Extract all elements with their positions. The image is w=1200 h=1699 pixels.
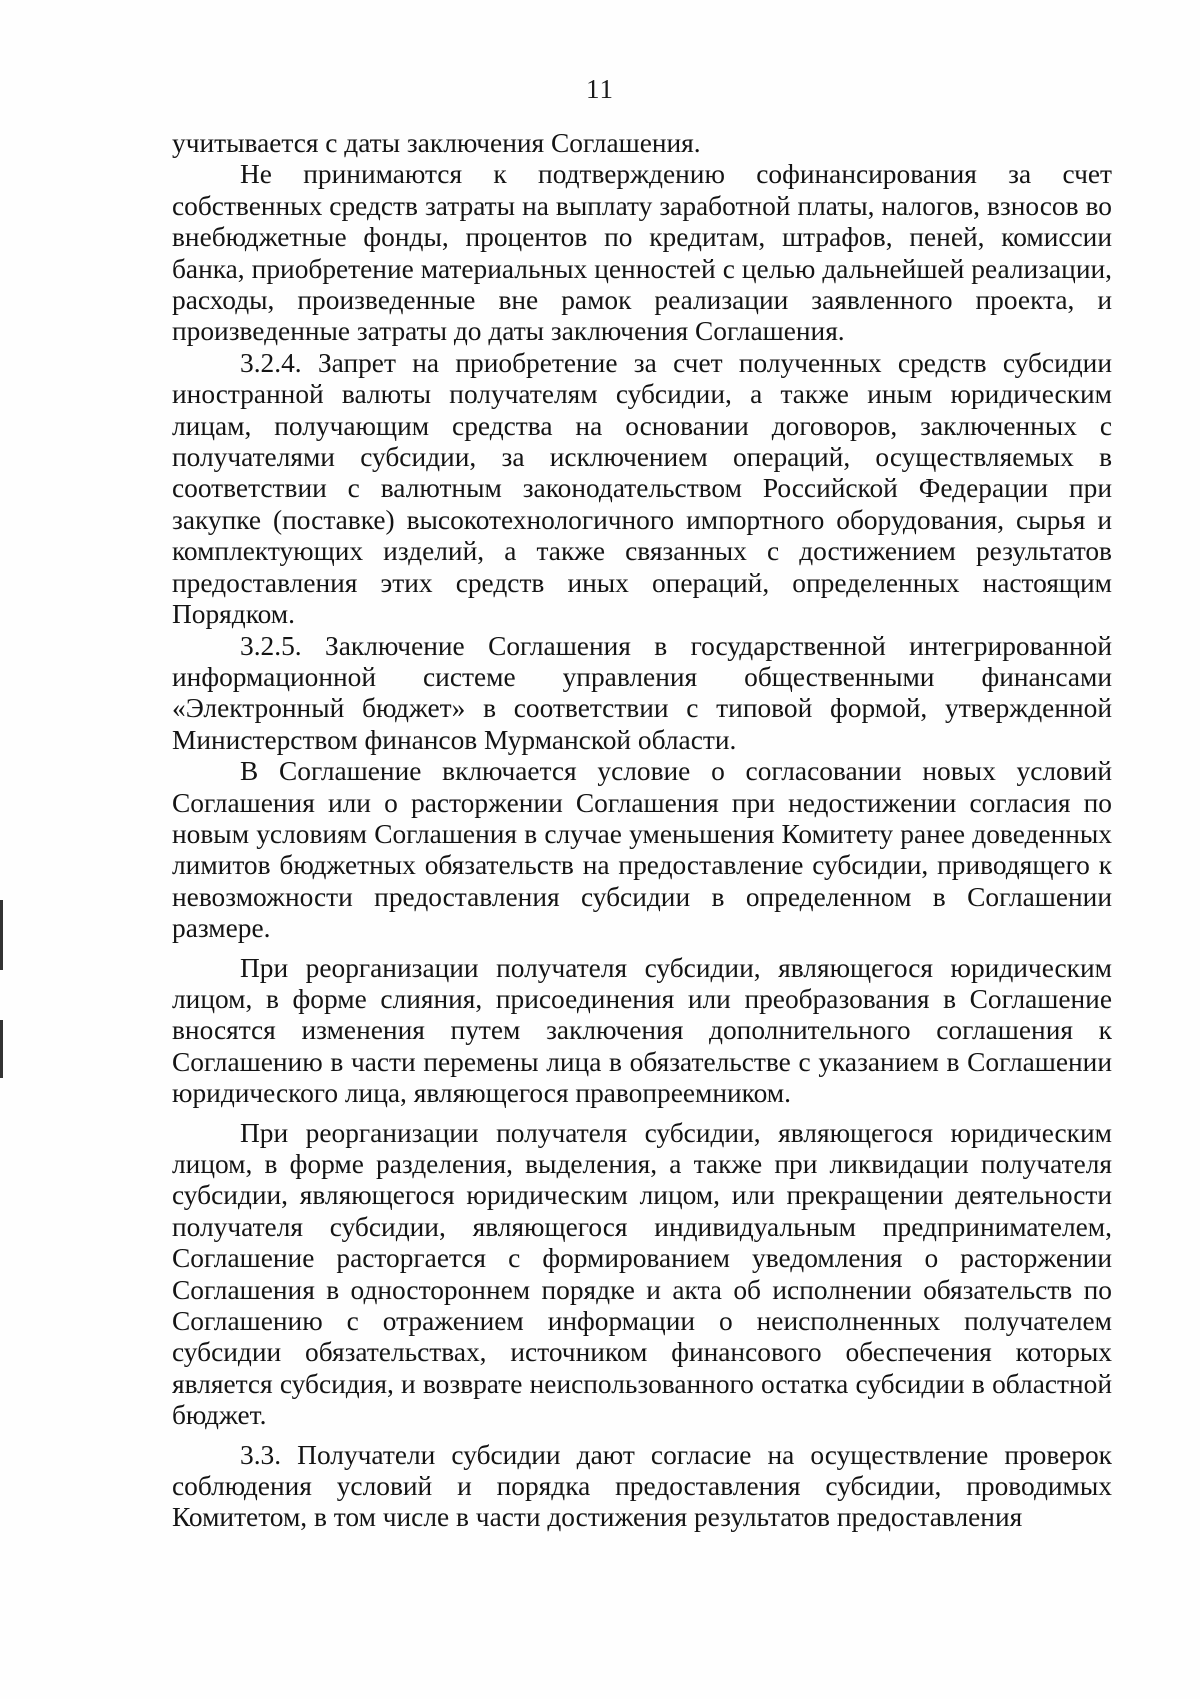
paragraph-3-2-5: 3.2.5. Заключение Соглашения в государственной интегрированной информационной системе управления общественными финансами «Электронный бюджет» в соответствии с типовой формой, утвержденной Министерством финансов Мурманской области. — [172, 630, 1112, 755]
paragraph-3-3: 3.3. Получатели субсидии дают согласие на осуществление проверок соблюдения условий и порядка предоставления субсидии, проводимых Комитетом, в том числе в части достижения результатов предоставления — [172, 1439, 1112, 1533]
binding-mark — [0, 1020, 3, 1078]
paragraph-reorganization-division: При реорганизации получателя субсидии, являющегося юридическим лицом, в форме разделения, выделения, а также при ликвидации получателя субсидии, являющегося юридическим лицом, или прекращении деятельности получателя субсидии, являющегося индивидуальным предпринимателем, Соглашение расторгается с формированием уведомления о расторжении Соглашения в одностороннем порядке и акта об исполнении обязательств по Соглашению с отражением информации о неисполненных получателем субсидии обязательствах, источником финансового обеспечения которых является субсидия, и возврате неиспользованного остатка субсидии в областной бюджет. — [172, 1117, 1112, 1431]
binding-mark — [0, 900, 3, 970]
paragraph-cofinancing-exclusions: Не принимаются к подтверждению софинансирования за счет собственных средств затраты на выплату заработной платы, налогов, взносов во внебюджетные фонды, процентов по кредитам, штрафов, пеней, комиссии банка, приобретение материальных ценностей с целью дальнейшей реализации, расходы, произведенные вне рамок реализации заявленного проекта, и произведенные затраты до даты заключения Соглашения. — [172, 159, 1112, 347]
document-body — [172, 128, 1112, 1534]
paragraph-reorganization-merger: При реорганизации получателя субсидии, являющегося юридическим лицом, в форме слияния, присоединения или преобразования в Соглашение вносятся изменения путем заключения дополнительного соглашения к Соглашению в части перемены лица в обязательстве с указанием в Соглашении юридического лица, являющегося правопреемником. — [172, 952, 1112, 1109]
page-number: 11 — [586, 74, 614, 104]
paragraph-new-conditions: В Соглашение включается условие о согласовании новых условий Соглашения или о расторжении Соглашения при недостижении согласия по новым условиям Соглашения в случае уменьшения Комитету ранее доведенных лимитов бюджетных обязательств на предоставление субсидии, приводящего к невозможности предоставления субсидии в определенном в Соглашении размере. — [172, 756, 1112, 944]
paragraph-3-2-4: 3.2.4. Запрет на приобретение за счет полученных средств субсидии иностранной валюты получателям субсидии, а также иным юридическим лицам, получающим средства на основании договоров, заключенных с получателями субсидии, за исключением операций, осуществляемых в соответствии с валютным законодательством Российской Федерации при закупке (поставке) высокотехнологичного импортного оборудования, сырья и комплектующих изделий, а также связанных с достижением результатов предоставления этих средств иных операций, определенных настоящим Порядком. — [172, 347, 1112, 630]
paragraph-continuation: учитывается с даты заключения Соглашения. — [172, 128, 701, 158]
